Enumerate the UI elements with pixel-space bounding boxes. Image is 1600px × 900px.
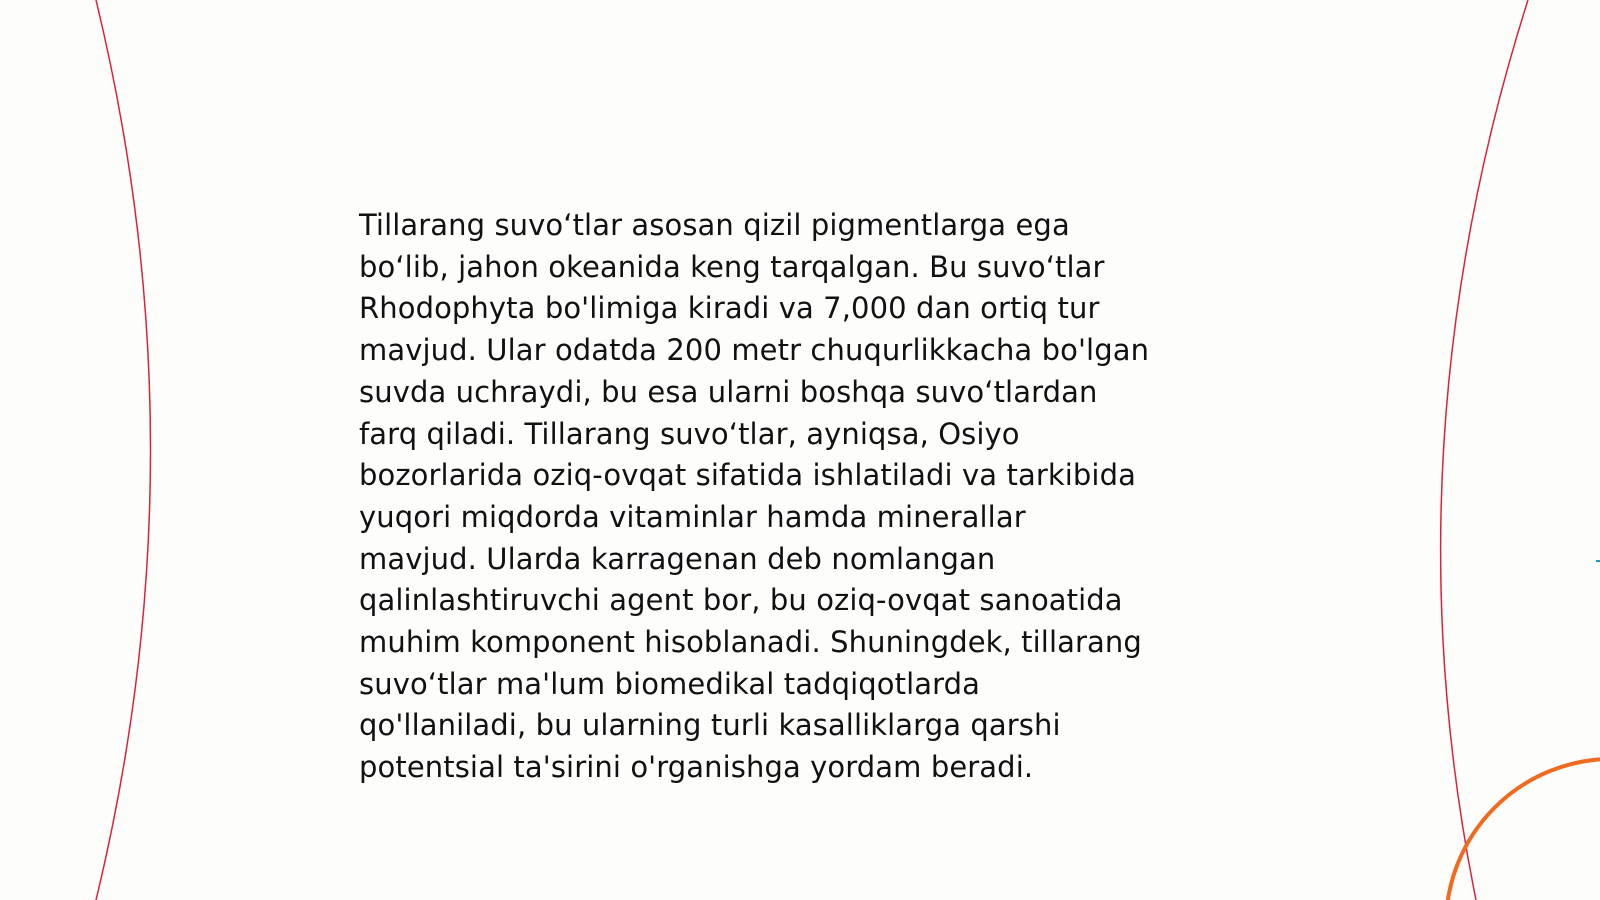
right-arc	[1441, 0, 1528, 900]
body-text: Tillarang suvo‘tlar asosan qizil pigmentlarga ega bo‘lib, jahon okeanida keng tarqalgan. Bu suvo‘tlar Rhodophyta bo'limiga kiradi va 7,000 dan ortiq tur mavjud. Ular odatda 200 metr chuqurlikkacha bo'lgan suvda uchraydi, bu esa ularni boshqa suvo‘tlardan farq qiladi. Tillarang suvo‘tlar, ayniqsa, Osiyo bozorlarida oziq-ovqat sifatida ishlatiladi va tarkibida yuqori miqdorda vitaminlar hamda minerallar mavjud. Ularda karragenan deb nomlangan qalinlashtiruvchi agent bor, bu oziq-ovqat sanoatida muhim komponent hisoblanadi. Shuningdek, tillarang suvo‘tlar ma'lum biomedikal tadqiqotlarda qo'llaniladi, bu ularning turli kasalliklarga qarshi potentsial ta'sirini o'rganishga yordam beradi.	[359, 208, 1150, 785]
orange-ring	[1446, 759, 1600, 900]
left-arc	[96, 0, 151, 900]
